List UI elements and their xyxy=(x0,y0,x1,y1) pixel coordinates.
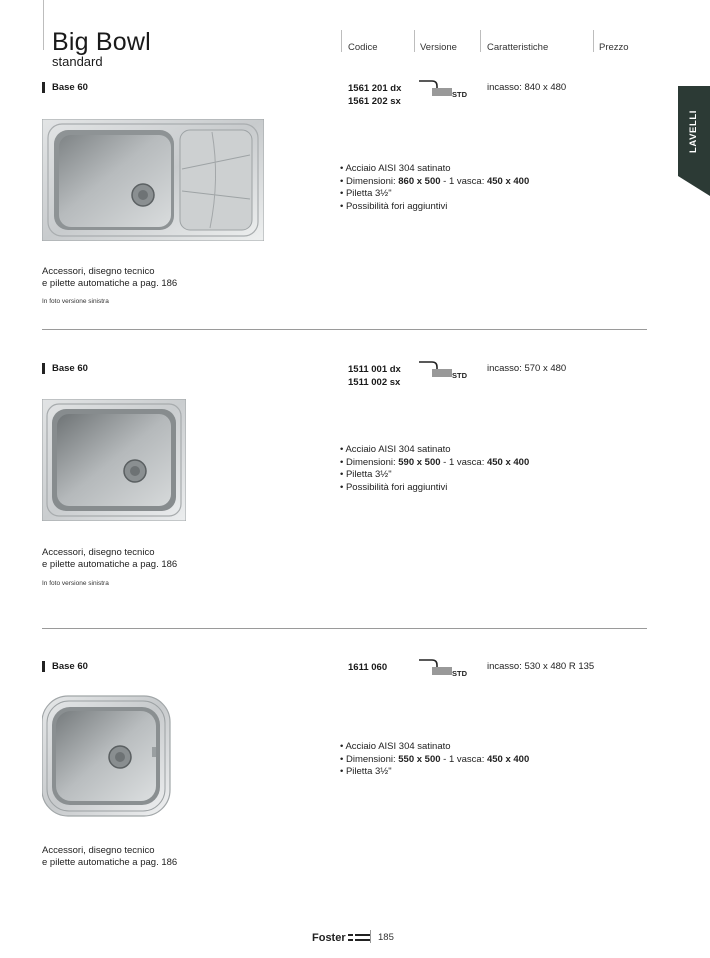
col-header-versione: Versione xyxy=(420,42,457,53)
footer-brand xyxy=(312,932,370,944)
rounded-bowl-sink-image xyxy=(42,695,172,817)
feature-drain: • Piletta 3½" xyxy=(340,766,392,777)
page-number: 185 xyxy=(378,932,394,943)
accessories-line-1: Accessori, disegno tecnico xyxy=(42,547,155,558)
accessories-line-1: Accessori, disegno tecnico xyxy=(42,845,155,856)
product-3-code: 1611 060 xyxy=(348,662,388,673)
accessories-line-1: Accessori, disegno tecnico xyxy=(42,266,155,277)
col-header-prezzo: Prezzo xyxy=(599,42,629,53)
feature-extra-holes: • Possibilità fori aggiuntivi xyxy=(340,200,448,212)
feature-drain: • Piletta 3½" xyxy=(340,469,392,480)
col-divider-versione xyxy=(414,30,415,52)
col-divider-caratteristiche xyxy=(480,30,481,52)
col-header-caratteristiche: Caratteristiche xyxy=(487,42,549,53)
feature-dimensions: • Dimensioni: 550 x 500 - 1 vasca: 450 x 400 xyxy=(340,753,530,765)
section-tab-label: LAVELLI xyxy=(688,109,700,153)
brand-logo-icon xyxy=(348,933,370,943)
product-1-code-dx: 1561 201 dx xyxy=(348,83,402,94)
base-marker xyxy=(42,363,45,374)
product-1-photo-note: In foto versione sinistra xyxy=(42,298,109,305)
feature-extra-holes: • Possibilità fori aggiuntivi xyxy=(340,481,448,493)
product-1-base-label: Base 60 xyxy=(52,82,88,93)
single-bowl-sink-image xyxy=(42,399,186,521)
page-subtitle: standard xyxy=(52,54,103,69)
footer-separator xyxy=(370,930,371,943)
product-3-incasso: incasso: 530 x 480 R 135 xyxy=(487,661,595,672)
product-1-features xyxy=(340,163,529,213)
product-3-version-std xyxy=(418,657,466,681)
product-3-image xyxy=(42,695,172,822)
col-divider-codice xyxy=(341,30,342,52)
product-2-base xyxy=(42,363,88,374)
product-1-codes xyxy=(348,82,401,108)
product-3-codes xyxy=(348,661,387,674)
col-header-codice: Codice xyxy=(348,42,378,53)
product-2-code-sx: 1511 002 sx xyxy=(348,377,401,388)
base-marker xyxy=(42,82,45,93)
feature-dimensions: • Dimensioni: 590 x 500 - 1 vasca: 450 x 400 xyxy=(340,456,530,468)
product-1-incasso: incasso: 840 x 480 xyxy=(487,82,567,93)
feature-dimensions: • Dimensioni: 860 x 500 - 1 vasca: 450 x 400 xyxy=(340,175,530,187)
product-2-version-std xyxy=(418,359,466,383)
col-divider-prezzo xyxy=(593,30,594,52)
section-divider-2 xyxy=(42,628,647,629)
product-1-base xyxy=(42,82,88,93)
section-divider-1 xyxy=(42,329,647,330)
product-1-version-std xyxy=(418,78,466,102)
section-tab-lavelli[interactable] xyxy=(678,86,710,196)
product-2-features xyxy=(340,444,529,494)
product-3-accessories xyxy=(42,845,177,869)
feature-material: • Acciaio AISI 304 satinato xyxy=(340,444,451,455)
version-label: STD xyxy=(452,669,467,678)
page-title: Big Bowl xyxy=(52,28,151,56)
product-2-accessories xyxy=(42,547,177,571)
sink-with-drainer-image xyxy=(42,119,264,241)
header-divider xyxy=(43,0,44,50)
product-2-image xyxy=(42,399,186,526)
product-2-code-dx: 1511 001 dx xyxy=(348,364,401,375)
product-3-features xyxy=(340,741,529,779)
product-3-base-label: Base 60 xyxy=(52,661,88,672)
product-2-incasso: incasso: 570 x 480 xyxy=(487,363,567,374)
feature-drain: • Piletta 3½" xyxy=(340,188,392,199)
product-2-photo-note: In foto versione sinistra xyxy=(42,580,109,587)
product-1-code-sx: 1561 202 sx xyxy=(348,96,401,107)
accessories-line-2: e pilette automatiche a pag. 186 xyxy=(42,857,178,868)
base-marker xyxy=(42,661,45,672)
feature-material: • Acciaio AISI 304 satinato xyxy=(340,163,451,174)
product-1-accessories xyxy=(42,266,177,290)
version-label: STD xyxy=(452,90,467,99)
accessories-line-2: e pilette automatiche a pag. 186 xyxy=(42,278,178,289)
product-2-codes xyxy=(348,363,401,389)
product-2-base-label: Base 60 xyxy=(52,363,88,374)
feature-material: • Acciaio AISI 304 satinato xyxy=(340,741,451,752)
product-1-image xyxy=(42,119,264,246)
version-label: STD xyxy=(452,371,467,380)
product-3-base xyxy=(42,661,88,672)
brand-name: Foster xyxy=(312,932,346,944)
accessories-line-2: e pilette automatiche a pag. 186 xyxy=(42,559,178,570)
